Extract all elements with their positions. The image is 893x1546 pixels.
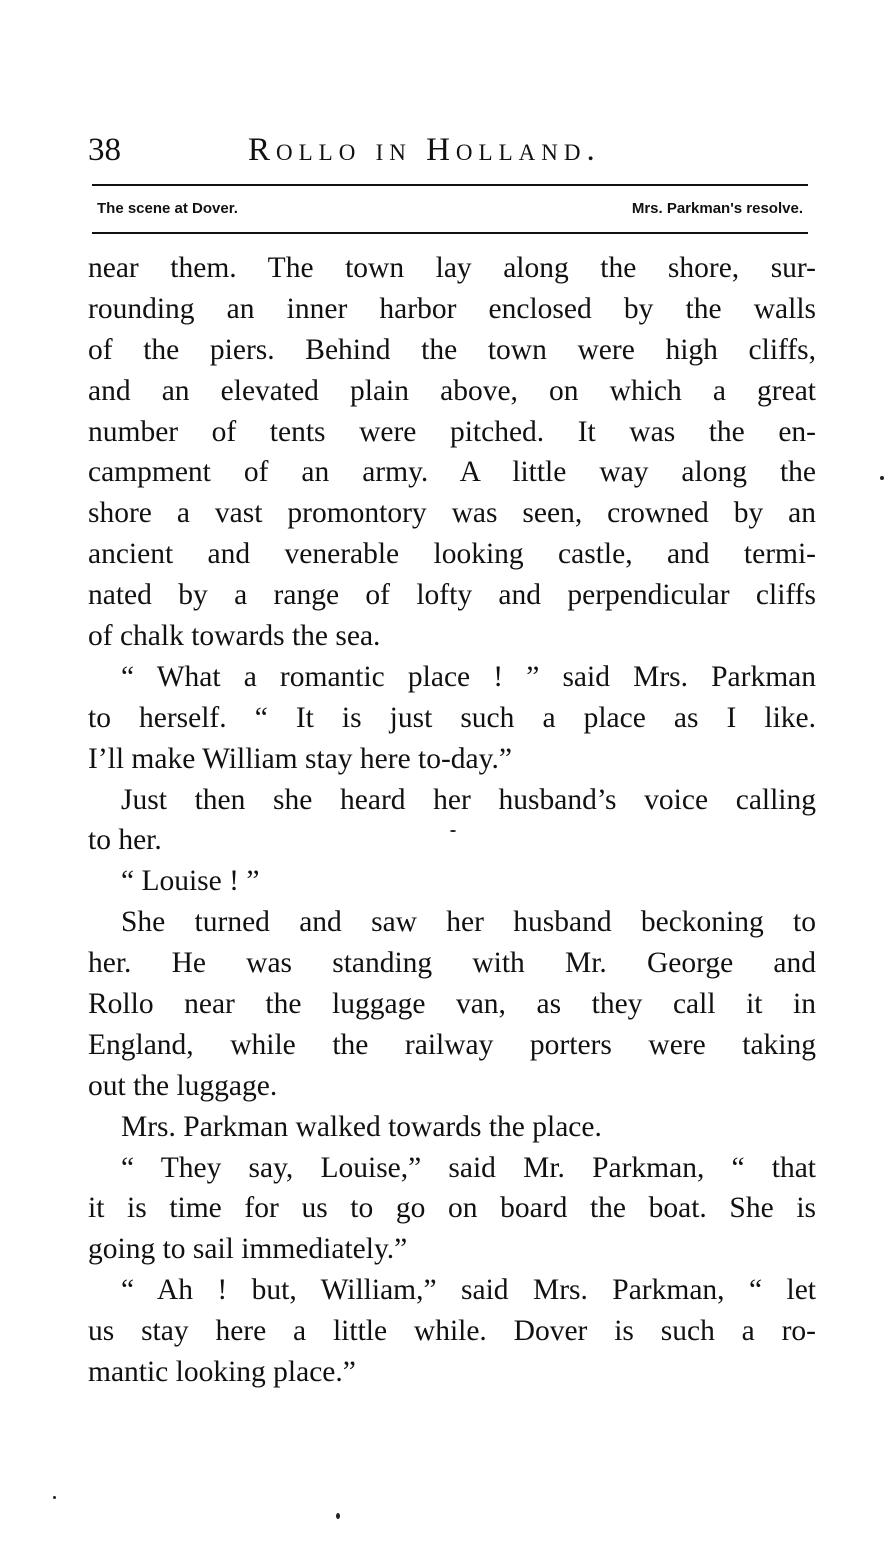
print-speck [450, 830, 456, 832]
running-head [88, 128, 808, 172]
text-line: mantic looking place.” [88, 1356, 356, 1389]
text-line: it is time for us to go on board the boat. She is [88, 1192, 816, 1225]
text-line: ancient and venerable looking castle, and termi- [88, 538, 816, 571]
text-line: England, while the railway porters were taking [88, 1028, 816, 1061]
text-line: “ Louise ! ” [121, 865, 260, 898]
header-rule-bottom [92, 232, 808, 234]
subhead-left: The scene at Dover. [97, 200, 238, 217]
text-line: Mrs. Parkman walked towards the place. [121, 1110, 602, 1143]
text-line: Rollo near the luggage van, as they call it in [88, 988, 816, 1021]
section-subhead [97, 196, 803, 222]
text-line: of the piers. Behind the town were high cliffs, [88, 333, 816, 366]
text-line: I’ll make William stay here to-day.” [88, 742, 512, 775]
text-line: of chalk towards the sea. [88, 620, 381, 653]
print-speck [53, 1496, 56, 1499]
text-line: rounding an inner harbor enclosed by the walls [88, 292, 816, 325]
text-line: campment of an army. A little way along the [88, 456, 816, 489]
header-rule-top [92, 184, 808, 186]
text-line: number of tents were pitched. It was the en- [88, 415, 816, 448]
text-line: “ What a romantic place ! ” said Mrs. Parkman [121, 660, 816, 693]
print-speck [336, 1513, 340, 1519]
text-line: to herself. “ It is just such a place as I like. [88, 701, 816, 734]
text-line: “ Ah ! but, William,” said Mrs. Parkman, “ let [121, 1274, 816, 1307]
text-line: to her. [88, 824, 162, 857]
text-line: Just then she heard her husband’s voice calling [121, 783, 816, 816]
page-number: 38 [88, 132, 121, 168]
text-line: shore a vast promontory was seen, crowned by an [88, 497, 816, 530]
print-speck [880, 476, 884, 480]
text-line: near them. The town lay along the shore, sur- [88, 252, 816, 284]
text-line: her. He was standing with Mr. George and [88, 947, 816, 980]
text-line: She turned and saw her husband beckoning to [121, 906, 816, 939]
subhead-right: Mrs. Parkman's resolve. [631, 200, 803, 217]
text-line: us stay here a little while. Dover is such a ro- [88, 1315, 816, 1348]
text-line: going to sail immediately.” [88, 1233, 408, 1266]
text-line: and an elevated plain above, on which a great [88, 374, 816, 407]
text-line: out the luggage. [88, 1069, 278, 1102]
body-text [88, 248, 816, 1393]
text-line: “ They say, Louise,” said Mr. Parkman, “ that [121, 1151, 816, 1184]
book-title: Rollo in Holland. [248, 132, 601, 168]
text-line: nated by a range of lofty and perpendicular cliffs [88, 579, 816, 612]
